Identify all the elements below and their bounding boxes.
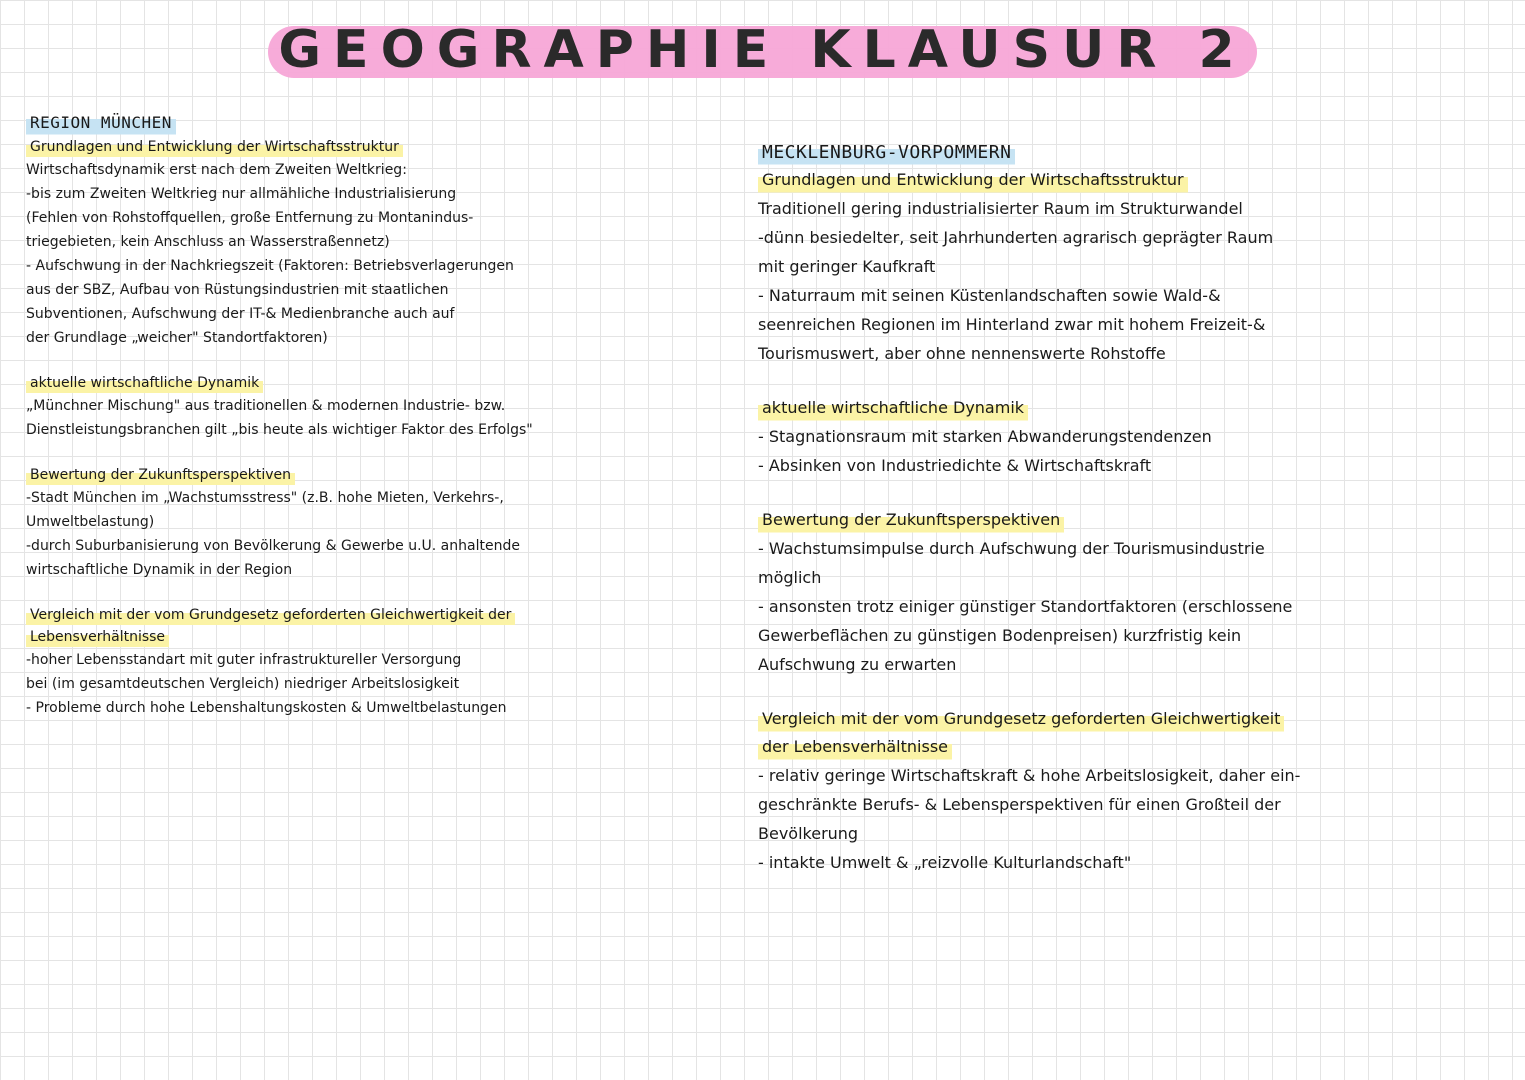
right-s4-line: Bevölkerung xyxy=(758,824,859,843)
right-section-zukunft xyxy=(758,506,1498,679)
left-s4-line: -hoher Lebensstandart mit guter infrastruktureller Versorgung xyxy=(26,652,462,668)
right-s4-line: geschränkte Berufs- & Lebensperspektiven für einen Großteil der xyxy=(758,795,1281,814)
left-s3-line: wirtschaftliche Dynamik in der Region xyxy=(26,562,293,578)
left-s4-title: Vergleich mit der vom Grundgesetz geforderten Gleichwertigkeit der xyxy=(26,604,515,626)
left-s2-title: aktuelle wirtschaftliche Dynamik xyxy=(26,372,263,394)
left-s1-line: aus der SBZ, Aufbau von Rüstungsindustrien mit staatlichen xyxy=(26,282,449,298)
right-s1-line: -dünn besiedelter, seit Jahrhunderten agrarisch geprägter Raum xyxy=(758,228,1274,247)
page-title-wrap xyxy=(0,14,1525,86)
left-heading: REGION MÜNCHEN xyxy=(26,110,176,136)
page-title-text: GEOGRAPHIE KLAUSUR 2 xyxy=(278,20,1247,80)
right-section-vergleich xyxy=(758,705,1498,877)
left-s4-line: bei (im gesamtdeutschen Vergleich) niedriger Arbeitslosigkeit xyxy=(26,676,460,692)
left-s3-title: Bewertung der Zukunftsperspektiven xyxy=(26,464,295,486)
right-s1-line: mit geringer Kaufkraft xyxy=(758,257,936,276)
left-s1-title: Grundlagen und Entwicklung der Wirtschaftsstruktur xyxy=(26,136,403,158)
left-column-munich xyxy=(26,110,726,742)
left-s2-line: Dienstleistungsbranchen gilt „bis heute als wichtiger Faktor des Erfolgs" xyxy=(26,422,533,438)
left-s1-line: Wirtschaftsdynamik erst nach dem Zweiten Weltkrieg: xyxy=(26,162,407,178)
left-s4-line: - Probleme durch hohe Lebenshaltungskosten & Umweltbelastungen xyxy=(26,700,507,716)
left-section-zukunft xyxy=(26,464,726,582)
right-column-mv xyxy=(758,140,1498,903)
right-s1-line: Tourismuswert, aber ohne nennenswerte Rohstoffe xyxy=(758,344,1166,363)
left-s3-line: -durch Suburbanisierung von Bevölkerung & Gewerbe u.U. anhaltende xyxy=(26,538,520,554)
right-s2-title: aktuelle wirtschaftliche Dynamik xyxy=(758,394,1028,422)
left-s1-line: -bis zum Zweiten Weltkrieg nur allmähliche Industrialisierung xyxy=(26,186,457,202)
left-s1-line: Subventionen, Aufschwung der IT-& Medienbranche auch auf xyxy=(26,306,455,322)
right-s1-line: - Naturraum mit seinen Küstenlandschaften sowie Wald-& xyxy=(758,286,1221,305)
left-s3-line: -Stadt München im „Wachstumsstress" (z.B. hohe Mieten, Verkehrs-, xyxy=(26,490,504,506)
right-s2-line: - Absinken von Industriedichte & Wirtschaftskraft xyxy=(758,456,1152,475)
left-s1-line: (Fehlen von Rohstoffquellen, große Entfernung zu Montanindus- xyxy=(26,210,474,226)
right-section-dynamik xyxy=(758,394,1498,480)
right-s3-title: Bewertung der Zukunftsperspektiven xyxy=(758,506,1064,534)
right-heading: MECKLENBURG-VORPOMMERN xyxy=(758,140,1015,166)
right-s4-line: - intakte Umwelt & „reizvolle Kulturlandschaft" xyxy=(758,853,1132,872)
right-s3-line: Gewerbeflächen zu günstigen Bodenpreisen) kurzfristig kein xyxy=(758,626,1242,645)
left-s2-line: „Münchner Mischung" aus traditionellen & modernen Industrie- bzw. xyxy=(26,398,506,414)
right-s4-line: - relativ geringe Wirtschaftskraft & hohe Arbeitslosigkeit, daher ein- xyxy=(758,766,1301,785)
left-s4-title2: Lebensverhältnisse xyxy=(26,626,169,648)
left-s1-line: triegebieten, kein Anschluss an Wasserstraßennetz) xyxy=(26,234,390,250)
left-section-grundlagen xyxy=(26,136,726,350)
right-section-grundlagen xyxy=(758,166,1498,368)
left-section-vergleich xyxy=(26,604,726,720)
right-s4-title: Vergleich mit der vom Grundgesetz geforderten Gleichwertigkeit xyxy=(758,705,1284,733)
right-s4-title2: der Lebensverhältnisse xyxy=(758,733,952,761)
right-s3-line: - Wachstumsimpulse durch Aufschwung der Tourismusindustrie xyxy=(758,539,1265,558)
right-s1-title: Grundlagen und Entwicklung der Wirtschaftsstruktur xyxy=(758,166,1188,194)
right-s1-line: Traditionell gering industrialisierter Raum im Strukturwandel xyxy=(758,199,1243,218)
right-s2-line: - Stagnationsraum mit starken Abwanderungstendenzen xyxy=(758,427,1212,446)
left-section-dynamik xyxy=(26,372,726,442)
right-s1-line: seenreichen Regionen im Hinterland zwar mit hohem Freizeit-& xyxy=(758,315,1266,334)
left-s1-line: - Aufschwung in der Nachkriegszeit (Faktoren: Betriebsverlagerungen xyxy=(26,258,514,274)
right-s3-line: - ansonsten trotz einiger günstiger Standortfaktoren (erschlossene xyxy=(758,597,1293,616)
right-s3-line: Aufschwung zu erwarten xyxy=(758,655,957,674)
page-title xyxy=(268,14,1256,86)
left-s3-line: Umweltbelastung) xyxy=(26,514,155,530)
left-s1-line: der Grundlage „weicher" Standortfaktoren) xyxy=(26,330,328,346)
right-s3-line: möglich xyxy=(758,568,822,587)
